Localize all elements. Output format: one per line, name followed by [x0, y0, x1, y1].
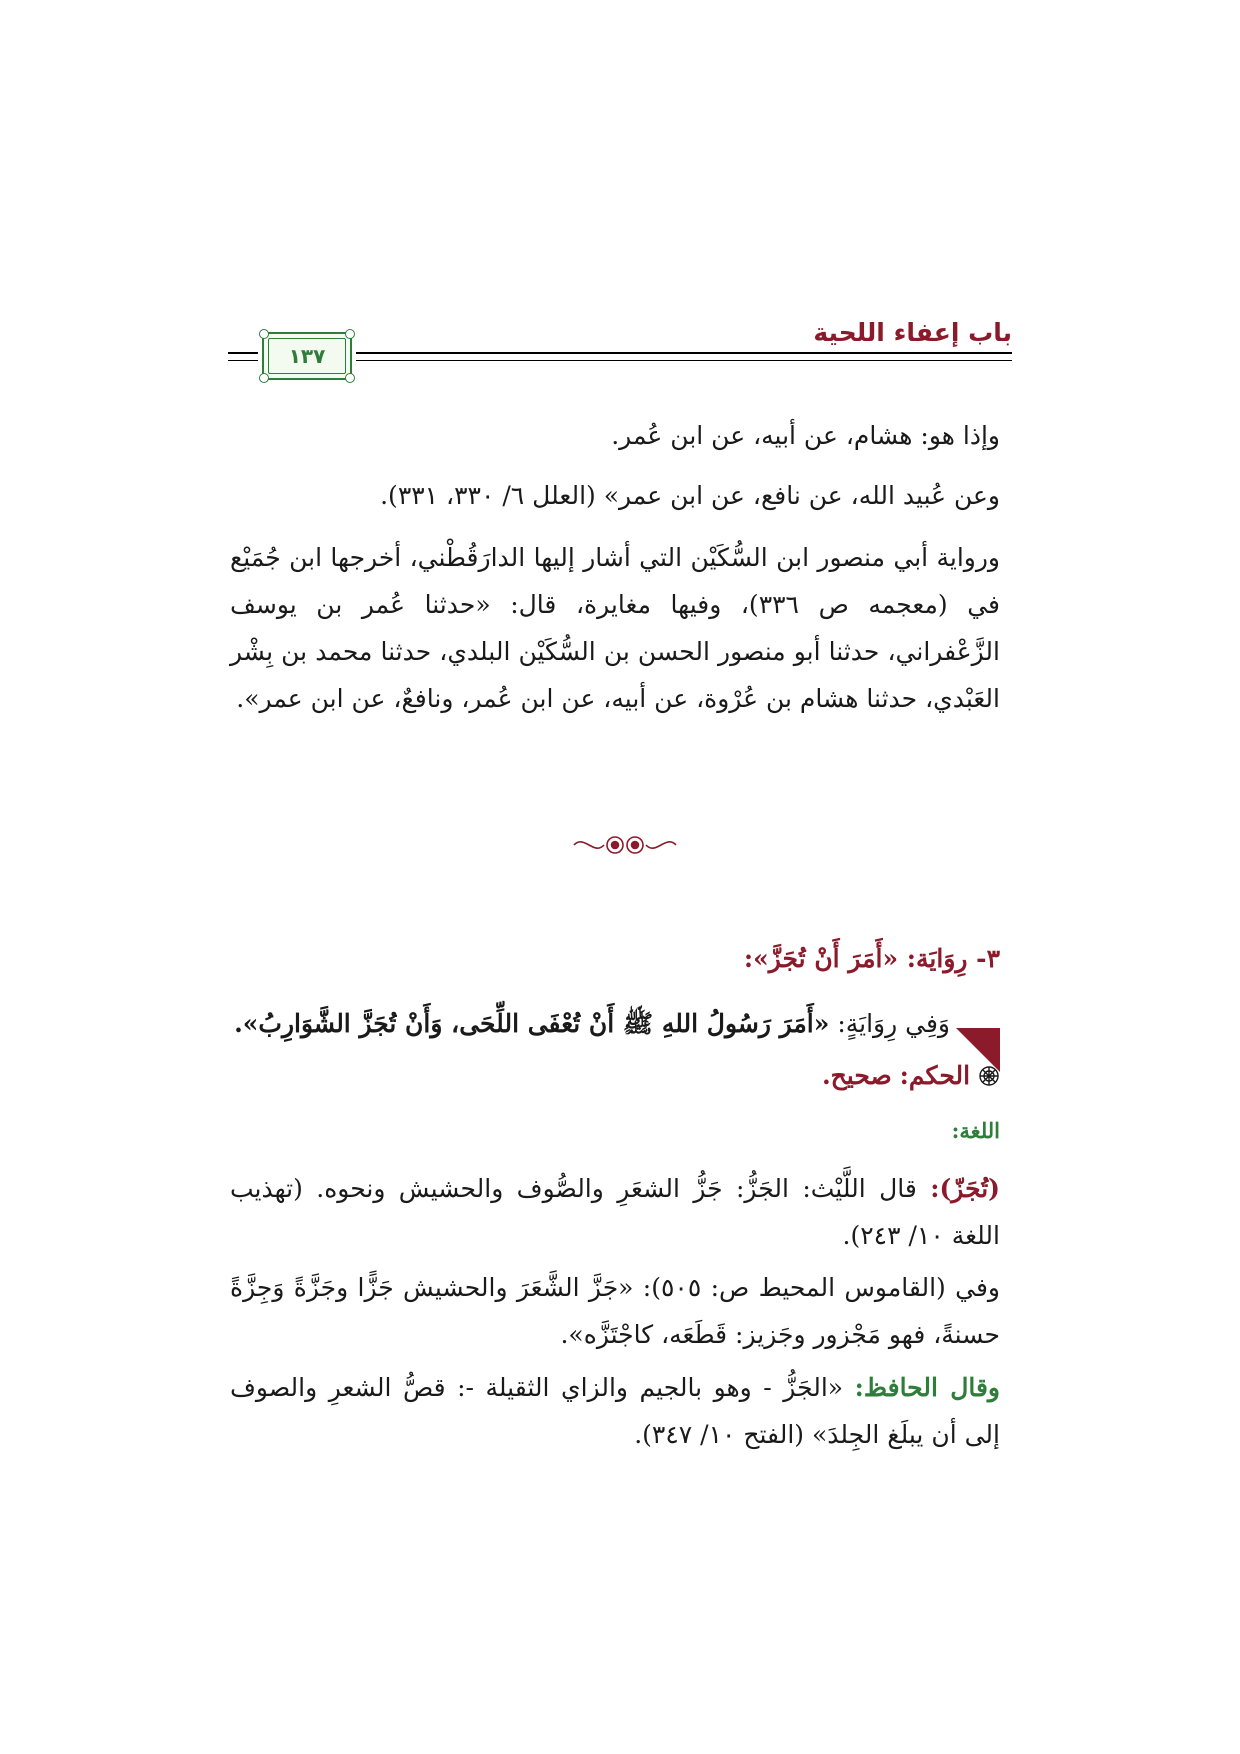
ruling-line	[230, 1052, 1000, 1099]
word-definition-text: قال اللَّيْث: الجَزُّ: جَزُّ الشعَرِ والصُّوف والحشيش ونحوه. (تهذيب اللغة ١٠/ ٢٤٣).	[230, 1174, 1000, 1250]
section-heading: ٣- رِوَايَة: «أَمَرَ أَنْ تُجَزَّ»:	[743, 944, 1000, 973]
header-rule-top-right	[356, 352, 1012, 354]
word-definition	[230, 1165, 1000, 1259]
seal-icon	[978, 1065, 1000, 1087]
ruling-value: صحيح.	[821, 1061, 892, 1090]
floral-ornament-icon	[570, 830, 680, 860]
badge-corner-icon	[259, 329, 269, 339]
word-term: (تُجَزّ):	[930, 1174, 1000, 1203]
badge-corner-icon	[345, 373, 355, 383]
paragraph-3: ورواية أبي منصور ابن السُّكَيْن التي أشار إليها الدارَقُطْني، أخرجها ابن جُمَيْع في (معجمه ص ٣٣٦)، وفيها مغايرة، قال: «حدثنا عُمر بن يوسف الزَّعْفراني، حدثنا أبو منصور الحسن بن السُّكَيْن البلدي، حدثنا محمد بن بِشْر العَبْدي، حدثنا هشام بن عُرْوة، عن أبيه، عن ابن عُمر، ونافعٌ، عن ابن عمر».	[230, 543, 1000, 713]
header-rule-top-left	[228, 352, 258, 354]
header-rule-bottom-right	[356, 360, 1012, 361]
paragraph-2: وعن عُبيد الله، عن نافع، عن ابن عمر» (العلل ٦/ ٣٣٠، ٣٣١).	[380, 481, 1000, 510]
paragraph-1: وإذا هو: هشام، عن أبيه، عن ابن عُمر.	[611, 421, 1000, 450]
hadith-line	[230, 1000, 950, 1047]
badge-corner-icon	[345, 329, 355, 339]
page-number-frame	[268, 338, 346, 374]
chapter-title: باب إعفاء اللحية	[813, 318, 1012, 347]
page-number: ١٣٧	[288, 344, 326, 368]
hafiz-label: وقال الحافظ:	[854, 1373, 1000, 1402]
hafiz-paragraph	[230, 1364, 1000, 1458]
lugha-label: اللغة:	[951, 1118, 1000, 1143]
qamus-paragraph: وفي (القاموس المحيط ص: ٥٠٥): «جَزَّ الشَّعَرَ والحشيش جَزًّا وجَزَّةً وَجِزَّةً حسنةً، فهو مَجْزور وجَزيز: قَطَعَه، كاجْتَزَّه».	[230, 1273, 1000, 1349]
ruling-label: الحكم:	[899, 1061, 971, 1090]
header-rule-bottom-left	[228, 360, 258, 361]
hafiz-text: «الجَزُّ - وهو بالجيم والزاي الثقيلة -: قصُّ الشعرِ والصوف إلى أن يبلَغ الجِلدَ» (الفتح ١٠/ ٣٤٧).	[230, 1373, 1000, 1449]
badge-corner-icon	[259, 373, 269, 383]
page-number-badge	[262, 332, 352, 380]
hadith-text: «أَمَرَ رَسُولُ اللهِ ﷺ أَنْ تُعْفَى اللِّحَى، وَأَنْ تُجَزَّ الشَّوَارِبُ».	[234, 1009, 830, 1038]
hadith-prefix: وَفِي رِوَايَةٍ:	[837, 1009, 950, 1038]
